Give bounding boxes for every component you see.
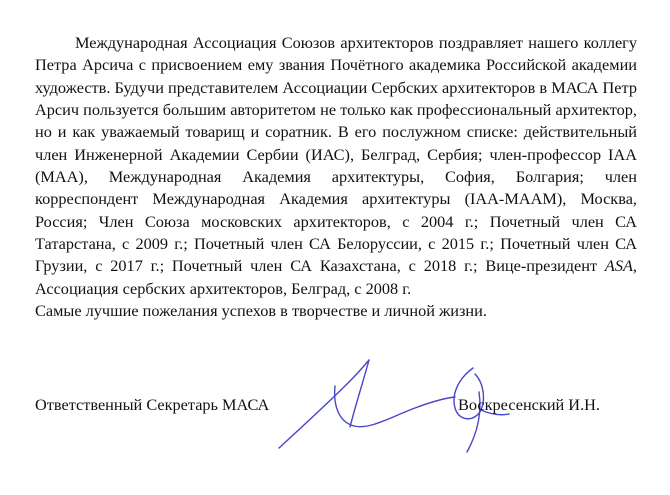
letter-text-italic: ASA, — [604, 256, 637, 276]
letter-paragraph — [35, 32, 637, 300]
letter-text-end: Ассоциация сербских архитекторов, Белград, с 2008 г. — [35, 278, 412, 298]
letter-body — [35, 32, 637, 322]
letter-text: Международная Ассоциация Союзов архитекторов поздравляет нашего коллегу Петра Арсича с присвоением ему звания Почётного академика Российской академии художеств. Будучи представителем Ассоциации Сербских архитекторов в МАСА Петр Арсич пользуется большим авторитетом не только как профессиональный архитектор, но и как уважаемый товарищ и соратник. В его послужном списке: действительный член Инженерной Академии Сербии (ИАС), Белград, Сербия; член-профессор IAA (МАА), Международная Академия архитектуры, София, Болгария; член корреспондент Международная Академия архитектуры (IAA-MAAM), Москва, Россия; Член Союза московских архитекторов, с 2004 г.; Почетный член СА Татарстана, с 2009 г.; Почетный член СА Белоруссии, с 2015 г.; Почетный член СА Грузии, с 2017 г.; Почетный член СА Казахстана, с 2018 г.; Вице-президент — [35, 33, 637, 276]
signatory-name: Воскресенский И.Н. — [458, 395, 600, 414]
letter-closing: Самые лучшие пожелания успехов в творчестве и личной жизни. — [35, 301, 487, 321]
signatory-title: Ответственный Секретарь МАСА — [35, 395, 270, 414]
